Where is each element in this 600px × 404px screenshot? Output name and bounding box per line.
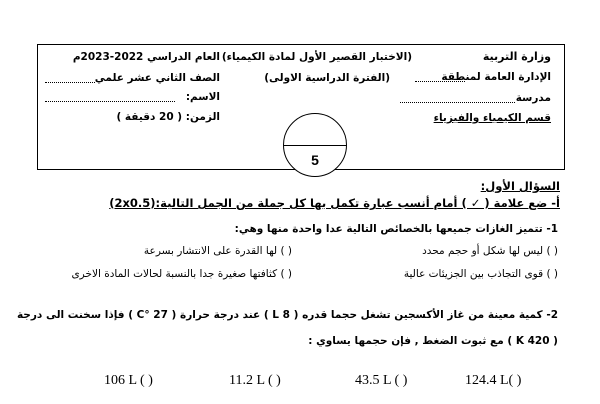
period-label: (الفترة الدراسية الاولى) bbox=[264, 72, 390, 84]
score-divider bbox=[284, 145, 346, 146]
time-label: الزمن: ( 20 دقيقة ) bbox=[116, 111, 220, 123]
school-label: مدرسة bbox=[515, 92, 551, 104]
q2-text-line2: ( 420 K ) مع ثبوت الضغط , فإن حجمها يساوي : bbox=[308, 335, 558, 347]
q2-option-1[interactable]: 124.4 L( ) bbox=[465, 373, 522, 388]
grade-label: الصف الثاني عشر علمي bbox=[94, 72, 220, 84]
q2-option-2[interactable]: 43.5 L ( ) bbox=[355, 373, 408, 388]
name-blank[interactable] bbox=[45, 101, 175, 102]
school-blank[interactable] bbox=[400, 102, 515, 103]
q2-option-4[interactable]: 106 L ( ) bbox=[104, 373, 153, 388]
score-value: 5 bbox=[311, 152, 319, 168]
directorate-label: الإدارة العامة لمنطقة bbox=[441, 71, 551, 83]
q2-text-line1: 2- كمية معينة من غاز الأكسجين تشغل حجما قدره ( 8 L ) عند درجة حرارة ( 27 °C ) فإذا سخنت الى درجة bbox=[16, 309, 558, 321]
q1-option-1[interactable]: ( ) ليس لها شكل أو حجم محدد bbox=[422, 245, 558, 257]
name-label: الاسم: bbox=[185, 91, 220, 103]
q1-option-4[interactable]: ( ) كثافتها صغيرة جدا بالنسبة لحالات المادة الاخرى bbox=[71, 268, 292, 280]
q1-option-2[interactable]: ( ) لها القدرة على الانتشار بسرعة bbox=[143, 245, 292, 257]
q1-option-3[interactable]: ( ) قوى التجاذب بين الجزيئات عالية bbox=[403, 268, 558, 280]
question-heading: السؤال الأول: bbox=[480, 179, 560, 193]
exam-title: (الاختبار القصير الأول لمادة الكيمياء) bbox=[221, 51, 412, 63]
question-instruction: أ- ضع علامة ( ✓ ) أمام أنسب عبارة تكمل بها كل جملة من الجمل التالية:(2x0.5) bbox=[109, 196, 560, 210]
ministry-label: وزارة التربية bbox=[482, 50, 551, 63]
q1-text: 1- تتميز الغازات جميعها بالخصائص التالية عدا واحدة منها وهي: bbox=[234, 223, 558, 235]
department-label: قسم الكيمياء والفيزياء bbox=[433, 112, 551, 124]
academic-year: العام الدراسي 2022-2023م bbox=[72, 51, 220, 63]
grade-blank[interactable] bbox=[45, 82, 95, 83]
score-circle bbox=[283, 113, 347, 177]
directorate-blank[interactable] bbox=[415, 81, 465, 82]
q2-option-3[interactable]: 11.2 L ( ) bbox=[229, 373, 281, 388]
